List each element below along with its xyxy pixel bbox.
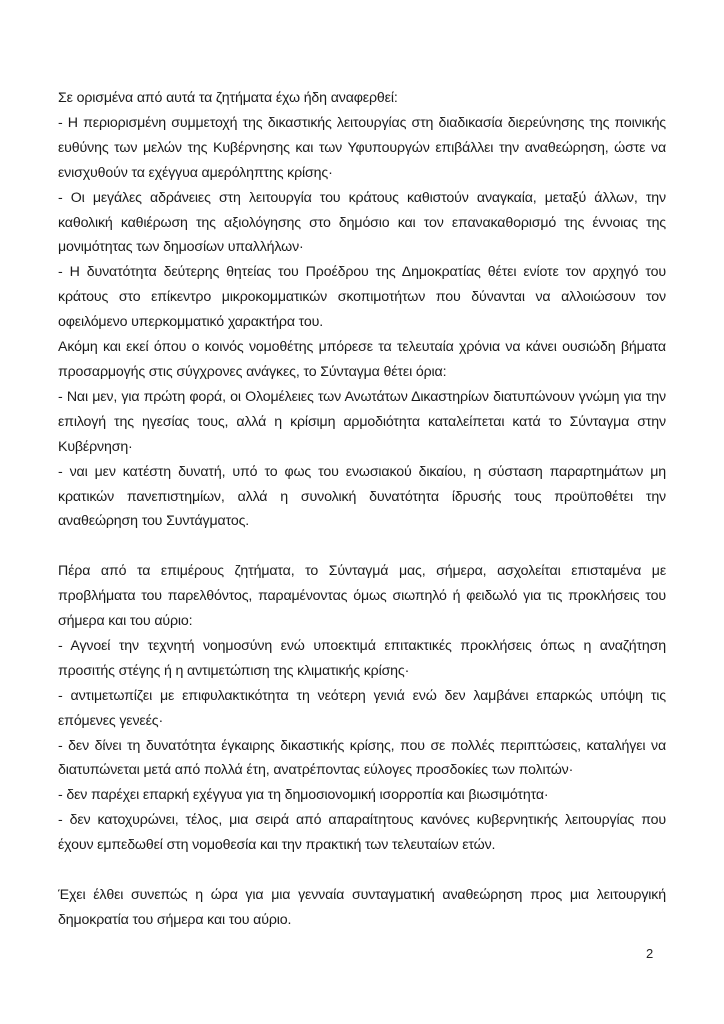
list-item-fiscal-balance: - δεν παρέχει επαρκή εχέγγυα για τη δημοσιονομική ισορροπία και βιωσιμότητα· bbox=[58, 787, 549, 804]
list-item-private-universities: - ναι μεν κατέστη δυνατή, υπό το φως του ενωσιακού δικαίου, η σύσταση παραρτημάτων μη κρατικών πανεπιστημίων, αλλά η συνολική δυνατότητα ίδρυσής τους προϋποθέτει την αναθεώρηση του Συντάγματος. bbox=[58, 463, 666, 530]
conclusion-paragraph: Έχει έλθει συνεπώς η ώρα για μια γενναία συνταγματική αναθεώρηση προς μια λειτουργική δημοκρατία του σήμερα και του αύριο. bbox=[58, 886, 666, 928]
paragraph-spacer bbox=[58, 858, 666, 883]
challenges-paragraph: Πέρα από τα επιμέρους ζητήματα, το Σύνταγμά μας, σήμερα, ασχολείται επισταμένα με προβλήματα του παρελθόντος, παραμένοντας όμως σιωπηλό ή φειδωλό για τις προκλήσεις του σήμερα και του αύριο: bbox=[58, 563, 666, 630]
list-item-state-inertia: - Οι μεγάλες αδράνειες στη λειτουργία του κράτους καθιστούν αναγκαία, μεταξύ άλλων, την καθολική καθιέρωση της αξιολόγησης στο δημόσιο και τον επανακαθορισμό της έννοιας της μονιμότητας των δημοσίων υπαλλήλων· bbox=[58, 189, 666, 256]
list-item-judicial-participation: - Η περιορισμένη συμμετοχή της δικαστικής λειτουργίας στη διαδικασία διερεύνησης της ποινικής ευθύνης των μελών της Κυβέρνησης και των Υφυπουργών επιβάλλει την αναθεώρηση, ώστε να ενισχυθούν τα εχέγγυα αμερόληπτης κρίσης· bbox=[58, 114, 666, 181]
list-item-generations: - αντιμετωπίζει με επιφυλακτικότητα τη νεότερη γενιά ενώ δεν λαμβάνει επαρκώς υπόψη τις επόμενες γενεές· bbox=[58, 687, 666, 729]
document-body bbox=[58, 86, 666, 933]
page-number: 2 bbox=[646, 946, 654, 961]
list-item-president-term: - Η δυνατότητα δεύτερης θητείας του Προέδρου της Δημοκρατίας θέτει ενίοτε τον αρχηγό του κράτους στο επίκεντρο μικροκομματικών σκοπιμοτήτων που δύνανται να αλλοιώσουν τον οφειλόμενο υπερκομματικό χαρακτήρα του. bbox=[58, 264, 666, 331]
list-item-government-rules: - δεν κατοχυρώνει, τέλος, μια σειρά από απαραίτητους κανόνες κυβερνητικής λειτουργίας που έχουν εμπεδωθεί στη νομοθεσία και την πρακτική των τελευταίων ετών. bbox=[58, 812, 666, 854]
intro-paragraph: Σε ορισμένα από αυτά τα ζητήματα έχω ήδη αναφερθεί: bbox=[58, 90, 398, 106]
list-item-judicial-timeliness: - δεν δίνει τη δυνατότητα έγκαιρης δικαστικής κρίσης, που σε πολλές περιπτώσεις, καταλήγει να διατυπώνεται μετά από πολλά έτη, ανατρέποντας εύλογες προσδοκίες των πολιτών· bbox=[58, 737, 666, 779]
list-item-ai-housing-climate: - Αγνοεί την τεχνητή νοημοσύνη ενώ υποεκτιμά επιτακτικές προκλήσεις όπως η αναζήτηση προσιτής στέγης ή η αντιμετώπιση της κλιματικής κρίσης· bbox=[58, 637, 666, 679]
legislator-limits-paragraph: Ακόμη και εκεί όπου ο κοινός νομοθέτης μπόρεσε τα τελευταία χρόνια να κάνει ουσιώδη βήματα προσαρμογής στις σύγχρονες ανάγκες, το Σύνταγμα θέτει όρια: bbox=[58, 339, 666, 380]
paragraph-spacer bbox=[58, 534, 666, 559]
list-item-court-leadership: - Ναι μεν, για πρώτη φορά, οι Ολομέλειες των Ανωτάτων Δικαστηρίων διατυπώνουν γνώμη για την επιλογή της ηγεσίας τους, αλλά η κρίσιμη αρμοδιότητα καταλείπεται κατά το Σύνταγμα στην Κυβέρνηση· bbox=[58, 388, 666, 455]
